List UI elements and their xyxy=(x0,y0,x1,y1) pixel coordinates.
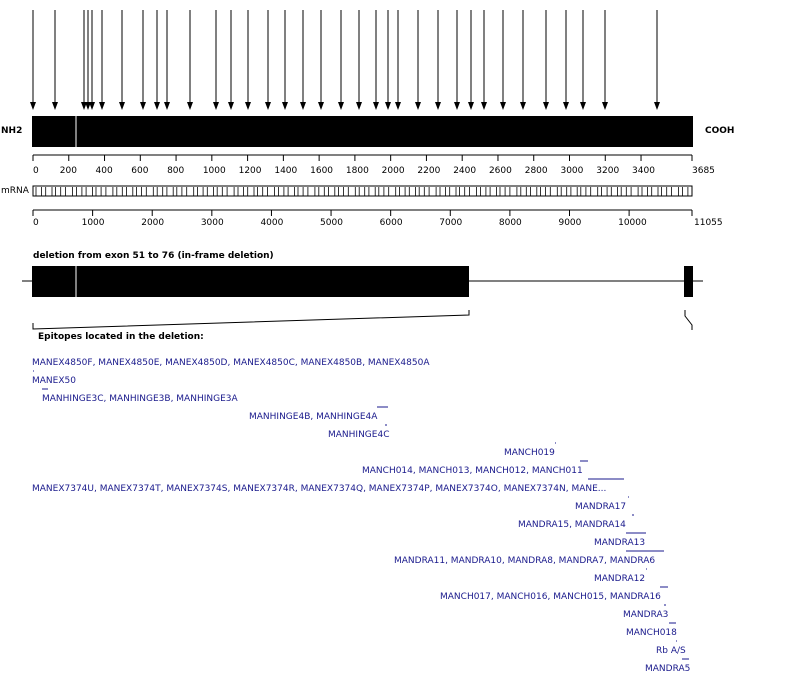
epitope-arrowhead xyxy=(654,102,660,110)
epitope-arrowhead xyxy=(265,102,271,110)
epitope-arrowhead xyxy=(468,102,474,110)
mrna-tick-label: 4000 xyxy=(260,218,284,228)
epitope-label: MANDRA13 xyxy=(594,538,646,548)
epitope-arrowhead xyxy=(356,102,362,110)
epitope-label: MANCH017, MANCH016, MANCH015, MANDRA16 xyxy=(440,592,661,602)
epitope-arrowhead xyxy=(481,102,487,110)
mrna-tick-label: 3000 xyxy=(200,218,224,228)
deletion-title: deletion from exon 51 to 76 (in-frame deletion) xyxy=(33,251,274,261)
deletion-bar-retained xyxy=(32,266,469,297)
protein-tick-label: 1000 xyxy=(202,166,226,176)
mrna-tick-label: 10000 xyxy=(618,218,647,228)
epitope-arrowhead xyxy=(89,102,95,110)
protein-tick-label: 2400 xyxy=(453,166,477,176)
mrna-label: mRNA xyxy=(1,186,29,196)
epitope-label: MANCH018 xyxy=(626,628,677,638)
epitope-arrowhead xyxy=(282,102,288,110)
epitope-arrowhead xyxy=(580,102,586,110)
epitope-label: MANDRA17 xyxy=(575,502,627,512)
protein-tick-label: 2200 xyxy=(417,166,441,176)
epitopes-heading: Epitopes located in the deletion: xyxy=(38,332,204,342)
epitope-arrowhead xyxy=(435,102,441,110)
epitope-arrowhead xyxy=(154,102,160,110)
epitope-arrowhead xyxy=(395,102,401,110)
epitope-arrows xyxy=(30,10,660,110)
protein-tick-label: 3400 xyxy=(632,166,655,176)
protein-tick-label: 800 xyxy=(167,166,185,176)
protein-tick-label: 2800 xyxy=(524,166,548,176)
mrna-tick-label: 1000 xyxy=(81,218,105,228)
epitope-label: MANHINGE3C, MANHINGE3B, MANHINGE3A xyxy=(42,394,238,404)
epitope-label: MANDRA5 xyxy=(645,664,691,674)
epitope-label: MANDRA15, MANDRA14 xyxy=(518,520,626,530)
epitope-arrowhead xyxy=(520,102,526,110)
epitope-arrowhead xyxy=(373,102,379,110)
epitope-label: MANEX50 xyxy=(32,376,76,386)
mrna-tick-label: 2000 xyxy=(141,218,165,228)
protein-tick-label: 2000 xyxy=(381,166,405,176)
epitope-arrowhead xyxy=(318,102,324,110)
protein-tick-label: 1800 xyxy=(345,166,369,176)
cooh-label: COOH xyxy=(705,126,735,136)
deletion-bracket-right xyxy=(685,310,692,330)
mrna-tick-label: 8000 xyxy=(498,218,522,228)
epitope-arrowhead xyxy=(245,102,251,110)
epitope-arrowhead xyxy=(543,102,549,110)
protein-tick-label: 1400 xyxy=(274,166,298,176)
deletion-bar-cterm xyxy=(684,266,693,297)
epitope-arrowhead xyxy=(228,102,234,110)
epitope-label: MANEX7374U, MANEX7374T, MANEX7374S, MANEX7374R, MANEX7374Q, MANEX7374P, MANEX7374O, MANEX7374N, MANE... xyxy=(32,484,607,494)
protein-axis-end-label: 3685 xyxy=(692,166,715,176)
epitope-arrowhead xyxy=(187,102,193,110)
epitope-label: MANHINGE4B, MANHINGE4A xyxy=(249,412,378,422)
mrna-tick-label: 6000 xyxy=(379,218,403,228)
mrna-axis-ticks xyxy=(33,210,692,216)
epitope-label: MANDRA12 xyxy=(594,574,646,584)
protein-tick-label: 1200 xyxy=(238,166,262,176)
nh2-label: NH2 xyxy=(1,126,23,136)
epitope-label: MANDRA3 xyxy=(623,610,669,620)
mrna-tick-label: 0 xyxy=(33,218,39,228)
protein-tick-label: 0 xyxy=(33,166,39,176)
mrna-tick-label: 7000 xyxy=(439,218,463,228)
mrna-tick-label: 9000 xyxy=(558,218,582,228)
protein-bar xyxy=(32,116,693,147)
protein-axis-ticks xyxy=(33,155,692,161)
protein-tick-label: 200 xyxy=(59,166,77,176)
deletion-bracket-left xyxy=(33,310,469,329)
epitope-arrowhead xyxy=(300,102,306,110)
epitope-label: MANEX4850F, MANEX4850E, MANEX4850D, MANEX4850C, MANEX4850B, MANEX4850A xyxy=(32,358,430,368)
epitope-label: MANCH014, MANCH013, MANCH012, MANCH011 xyxy=(362,466,583,476)
protein-tick-label: 2600 xyxy=(488,166,512,176)
epitope-arrowhead xyxy=(454,102,460,110)
epitope-arrowhead xyxy=(602,102,608,110)
epitope-arrowhead xyxy=(213,102,219,110)
protein-tick-label: 3200 xyxy=(596,166,620,176)
protein-tick-label: 600 xyxy=(131,166,149,176)
epitope-arrowhead xyxy=(563,102,569,110)
epitope-arrowhead xyxy=(52,102,58,110)
epitope-arrowhead xyxy=(30,102,36,110)
epitope-label: MANCH019 xyxy=(504,448,555,458)
epitope-label: MANDRA11, MANDRA10, MANDRA8, MANDRA7, MANDRA6 xyxy=(394,556,656,566)
epitope-label: MANHINGE4C xyxy=(328,430,390,440)
epitope-label: Rb A/S xyxy=(656,646,686,656)
epitope-arrowhead xyxy=(385,102,391,110)
epitope-arrowhead xyxy=(119,102,125,110)
protein-tick-label: 1600 xyxy=(310,166,334,176)
mrna-strip xyxy=(33,186,692,196)
mrna-tick-label: 5000 xyxy=(320,218,343,228)
mrna-axis-end-label: 11055 xyxy=(694,218,723,228)
epitope-arrowhead xyxy=(99,102,105,110)
epitope-arrowhead xyxy=(164,102,170,110)
epitope-arrowhead xyxy=(140,102,146,110)
protein-tick-label: 3000 xyxy=(560,166,584,176)
epitope-arrowhead xyxy=(500,102,506,110)
epitope-arrowhead xyxy=(415,102,421,110)
protein-tick-label: 400 xyxy=(95,166,113,176)
epitope-arrowhead xyxy=(338,102,344,110)
